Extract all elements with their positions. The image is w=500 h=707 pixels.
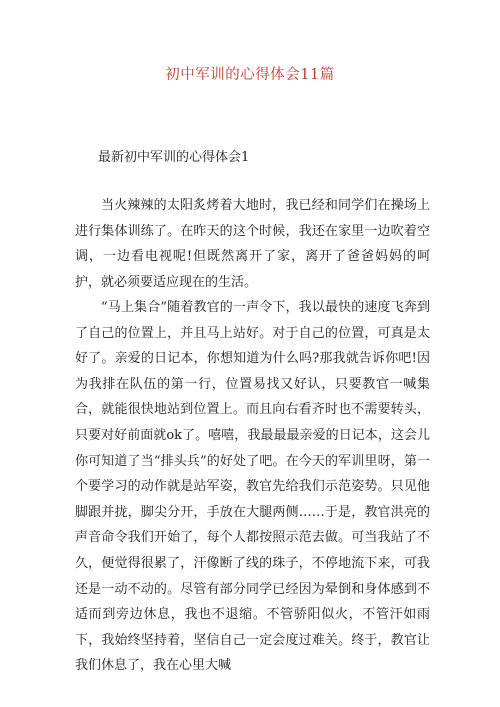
section-heading: 最新初中军训的心得体会1 [98,150,250,165]
paragraph-2: “马上集合”随着教官的一声令下，我以最快的速度飞奔到了自己的位置上，并且马上站好。对于自己的位置，可真是太好了。亲爱的日记本，你想知道为什么吗?那我就告诉你吧!因为我排在队伍的第一行，位置易找又好认，只要教官一喊集合，就能很快地站到位置上。而且向右看齐时也不需要转头，只要对好前面就ok了。嘻嘻，我最最最亲爱的日记本，这会儿你可知道了当“排头兵”的好处了吧。在今天的军训里呀，第一个要学习的动作就是站军姿，教官先给我们示范姿势。只见他脚跟并拢，脚尖分开，手放在大腿两侧……于是，教官洪亮的声音命令我们开始了，每个人都按照示范去做。可当我站了不久，便觉得很累了，汗像断了线的珠子，不停地流下来，可我还是一动不动的。尽管有部分同学已经因为晕倒和身体感到不适而到旁边休息，我也不退缩。不管骄阳似火，不管汗如雨下，我始终坚持着，坚信自己一定会度过难关。终于，教官让我们休息了，我在心里大喊 [75,300,430,674]
paragraph-1: 当火辣辣的太阳炙烤着大地时，我已经和同学们在操场上进行集体训练了。在昨天的这个时候，我还在家里一边吹着空调，一边看电视呢!但既然离开了家，离开了爸爸妈妈的呵护，就必须要适应现在的生活。 [75,198,430,290]
document-title: 初中军训的心得体会11篇 [165,67,335,83]
